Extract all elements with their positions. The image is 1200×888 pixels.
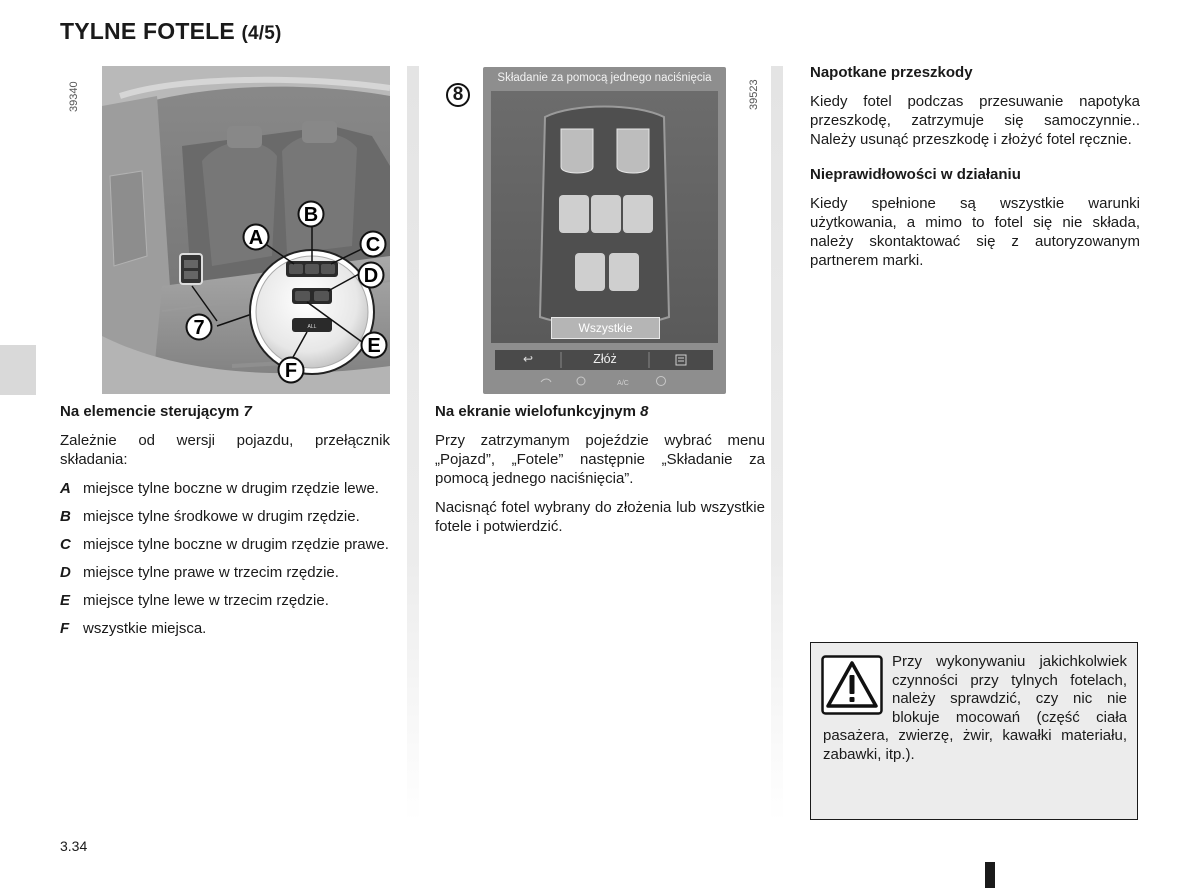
column-1 bbox=[60, 402, 390, 647]
all-seats-button[interactable]: Wszystkie bbox=[551, 317, 660, 339]
title-text: TYLNE FOTELE bbox=[60, 18, 235, 44]
col2-heading bbox=[435, 402, 765, 421]
callout-7: 7 bbox=[193, 317, 205, 339]
warning-text: Przy wykonywaniu jakichkolwiek czynności przy tylnych fotelach, należy sprawdzić, czy nic nie blokuje mocowań (część ciała pasażera, zwierzę, żwir, kawałki materiału, zabawki, itp.). bbox=[823, 653, 1127, 763]
callout-d: D bbox=[363, 265, 379, 287]
warning-box bbox=[810, 642, 1138, 820]
col1-heading-ref: 7 bbox=[243, 403, 252, 420]
callout-e: E bbox=[367, 335, 381, 357]
col2-heading-ref: 8 bbox=[640, 403, 649, 420]
seat-layout-diagram bbox=[483, 67, 726, 394]
callout-a: A bbox=[248, 227, 264, 249]
col1-heading bbox=[60, 402, 390, 421]
column-divider-2 bbox=[771, 66, 783, 822]
item-key: E bbox=[60, 592, 71, 609]
figure-code-left: 39340 bbox=[68, 81, 80, 112]
switch-all-label: ALL bbox=[307, 324, 317, 330]
figure-code-middle: 39523 bbox=[748, 79, 760, 110]
fan-icon[interactable] bbox=[577, 377, 585, 385]
list-item bbox=[60, 479, 390, 498]
col2-heading-text: Na ekranie wielofunkcyjnym bbox=[435, 403, 636, 420]
item-key: F bbox=[60, 620, 70, 637]
trunk-illustration bbox=[102, 66, 390, 394]
col2-paragraph-1: Przy zatrzymanym pojeździe wybrać menu „Pojazd”, „Fotele” następnie „Składanie za pomocą jednego naciśnięcia”. bbox=[435, 432, 765, 487]
item-text: miejsce tylne lewe w trzecim rzędzie. bbox=[83, 592, 329, 609]
list-item bbox=[60, 507, 390, 526]
trunk-drawing bbox=[102, 66, 390, 394]
list-item bbox=[60, 563, 390, 582]
steering-heat-icon[interactable] bbox=[657, 377, 666, 386]
col2-paragraph-2: Nacisnąć fotel wybrany do złożenia lub wszystkie fotele i potwierdzić. bbox=[435, 499, 765, 535]
column-3 bbox=[810, 63, 1140, 280]
item-text: miejsce tylne środkowe w drugim rzędzie. bbox=[83, 508, 360, 525]
callout-c: C bbox=[365, 234, 381, 256]
multimedia-screen bbox=[483, 67, 726, 394]
page-title bbox=[60, 18, 282, 45]
list-item bbox=[60, 535, 390, 554]
col3-heading-2: Nieprawidłowości w działaniu bbox=[810, 166, 1021, 183]
fold-button[interactable]: Złóż bbox=[593, 352, 617, 366]
item-text: miejsce tylne boczne w drugim rzędzie prawe. bbox=[83, 536, 389, 553]
back-arrow-icon[interactable]: ↩ bbox=[522, 352, 534, 366]
list-item bbox=[60, 591, 390, 610]
col3-paragraph-1: Kiedy fotel podczas przesuwanie napotyka przeszkodę, zatrzymuje się samoczynnie.. Należy usunąć przeszkodę i złożyć fotel ręcznie. bbox=[810, 93, 1140, 148]
callout-b: B bbox=[303, 204, 319, 226]
chapter-tab bbox=[0, 345, 36, 395]
title-part: (4/5) bbox=[241, 23, 282, 44]
col1-intro: Zależnie od wersji pojazdu, przełącznik składania: bbox=[60, 432, 390, 468]
screen-number-badge: 8 bbox=[446, 83, 470, 107]
section-end-mark bbox=[985, 862, 995, 888]
item-text: wszystkie miejsca. bbox=[83, 620, 207, 637]
page-number: 3.34 bbox=[60, 838, 88, 854]
screen-title: Składanie za pomocą jednego naciśnięcia bbox=[497, 72, 712, 84]
ac-label[interactable]: A/C bbox=[617, 380, 629, 387]
callout-f: F bbox=[284, 360, 298, 382]
seat-heat-icon[interactable] bbox=[541, 379, 551, 382]
col1-heading-text: Na elemencie sterującym bbox=[60, 403, 240, 420]
column-divider-1 bbox=[407, 66, 419, 822]
col3-paragraph-2: Kiedy spełnione są wszystkie warunki użytkowania, a mimo to fotel się nie składa, należy skontaktować się z autoryzowanym partnerem marki. bbox=[810, 195, 1140, 269]
item-key: D bbox=[60, 564, 71, 581]
item-key: C bbox=[60, 536, 71, 553]
list-item bbox=[60, 619, 390, 638]
col3-heading-1: Napotkane przeszkody bbox=[810, 64, 973, 81]
column-2 bbox=[435, 402, 765, 546]
item-text: miejsce tylne boczne w drugim rzędzie lewe. bbox=[83, 480, 379, 497]
item-key: B bbox=[60, 508, 71, 525]
item-text: miejsce tylne prawe w trzecim rzędzie. bbox=[83, 564, 339, 581]
item-key: A bbox=[60, 480, 71, 497]
